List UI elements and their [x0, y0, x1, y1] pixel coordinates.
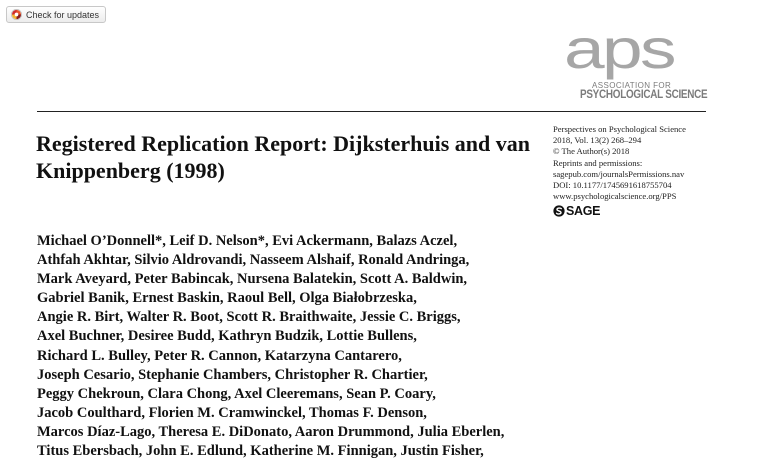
aps-wordmark: [564, 28, 678, 84]
article-metadata: [553, 124, 765, 202]
author-line: Angie R. Birt, Walter R. Boot, Scott R. Braithwaite, Jessie C. Briggs,: [37, 309, 461, 326]
author-line: Joseph Cesario, Stephanie Chambers, Christopher R. Chartier,: [37, 366, 428, 383]
copyright-line: © The Author(s) 2018: [553, 146, 630, 157]
check-for-updates-label: Check for updates: [26, 9, 100, 20]
author-line: Axel Buchner, Desiree Budd, Kathryn Budzik, Lottie Bullens,: [37, 328, 417, 345]
aps-subtitle-line1: ASSOCIATION FOR: [592, 81, 672, 90]
crossmark-icon: [11, 9, 22, 20]
check-for-updates-button[interactable]: [6, 6, 106, 23]
journal-site-link[interactable]: www.psychologicalscience.org/PPS: [553, 191, 677, 202]
article-title: Registered Replication Report: Dijksterhuis and van Knippenberg (1998): [36, 131, 530, 183]
journal-name: Perspectives on Psychological Science: [553, 124, 686, 134]
author-line: Marcos Díaz-Lago, Theresa E. DiDonato, Aaron Drummond, Julia Eberlen,: [37, 423, 505, 440]
sage-logo-icon: [553, 205, 565, 217]
author-list: [37, 232, 577, 461]
sage-logo-text: SAGE: [566, 204, 601, 218]
author-line: Titus Ebersbach, John E. Edlund, Katherine M. Finnigan, Justin Fisher,: [37, 443, 484, 460]
author-line: Gabriel Banik, Ernest Baskin, Raoul Bell, Olga Białobrzeska,: [37, 290, 417, 307]
author-line: Peggy Chekroun, Clara Chong, Axel Cleeremans, Sean P. Coary,: [37, 385, 436, 402]
aps-logo: [552, 28, 708, 112]
doi-link[interactable]: DOI: 10.1177/1745691618755704: [553, 180, 672, 191]
reprints-label: Reprints and permissions:: [553, 157, 643, 168]
author-line: Mark Aveyard, Peter Babincak, Nursena Balatekin, Scott A. Baldwin,: [37, 271, 468, 288]
aps-subtitle-line2: PSYCHOLOGICAL SCIENCE: [580, 89, 708, 101]
aps-wordmark-text: aps: [564, 28, 674, 80]
author-line: Michael O’Donnell*, Leif D. Nelson*, Evi Ackermann, Balazs Aczel,: [37, 233, 458, 249]
header-rule: [37, 111, 706, 112]
author-line: Richard L. Bulley, Peter R. Cannon, Katarzyna Cantarero,: [37, 347, 402, 364]
author-line: Jacob Coulthard, Florien M. Cramwinckel, Thomas F. Denson,: [37, 404, 427, 421]
volume-info: 2018, Vol. 13(2) 268–294: [553, 135, 642, 146]
sage-logo: [553, 204, 600, 218]
author-line: Athfah Akhtar, Silvio Aldrovandi, Nasseem Alshaif, Ronald Andringa,: [37, 252, 470, 269]
reprints-link[interactable]: sagepub.com/journalsPermissions.nav: [553, 168, 685, 179]
